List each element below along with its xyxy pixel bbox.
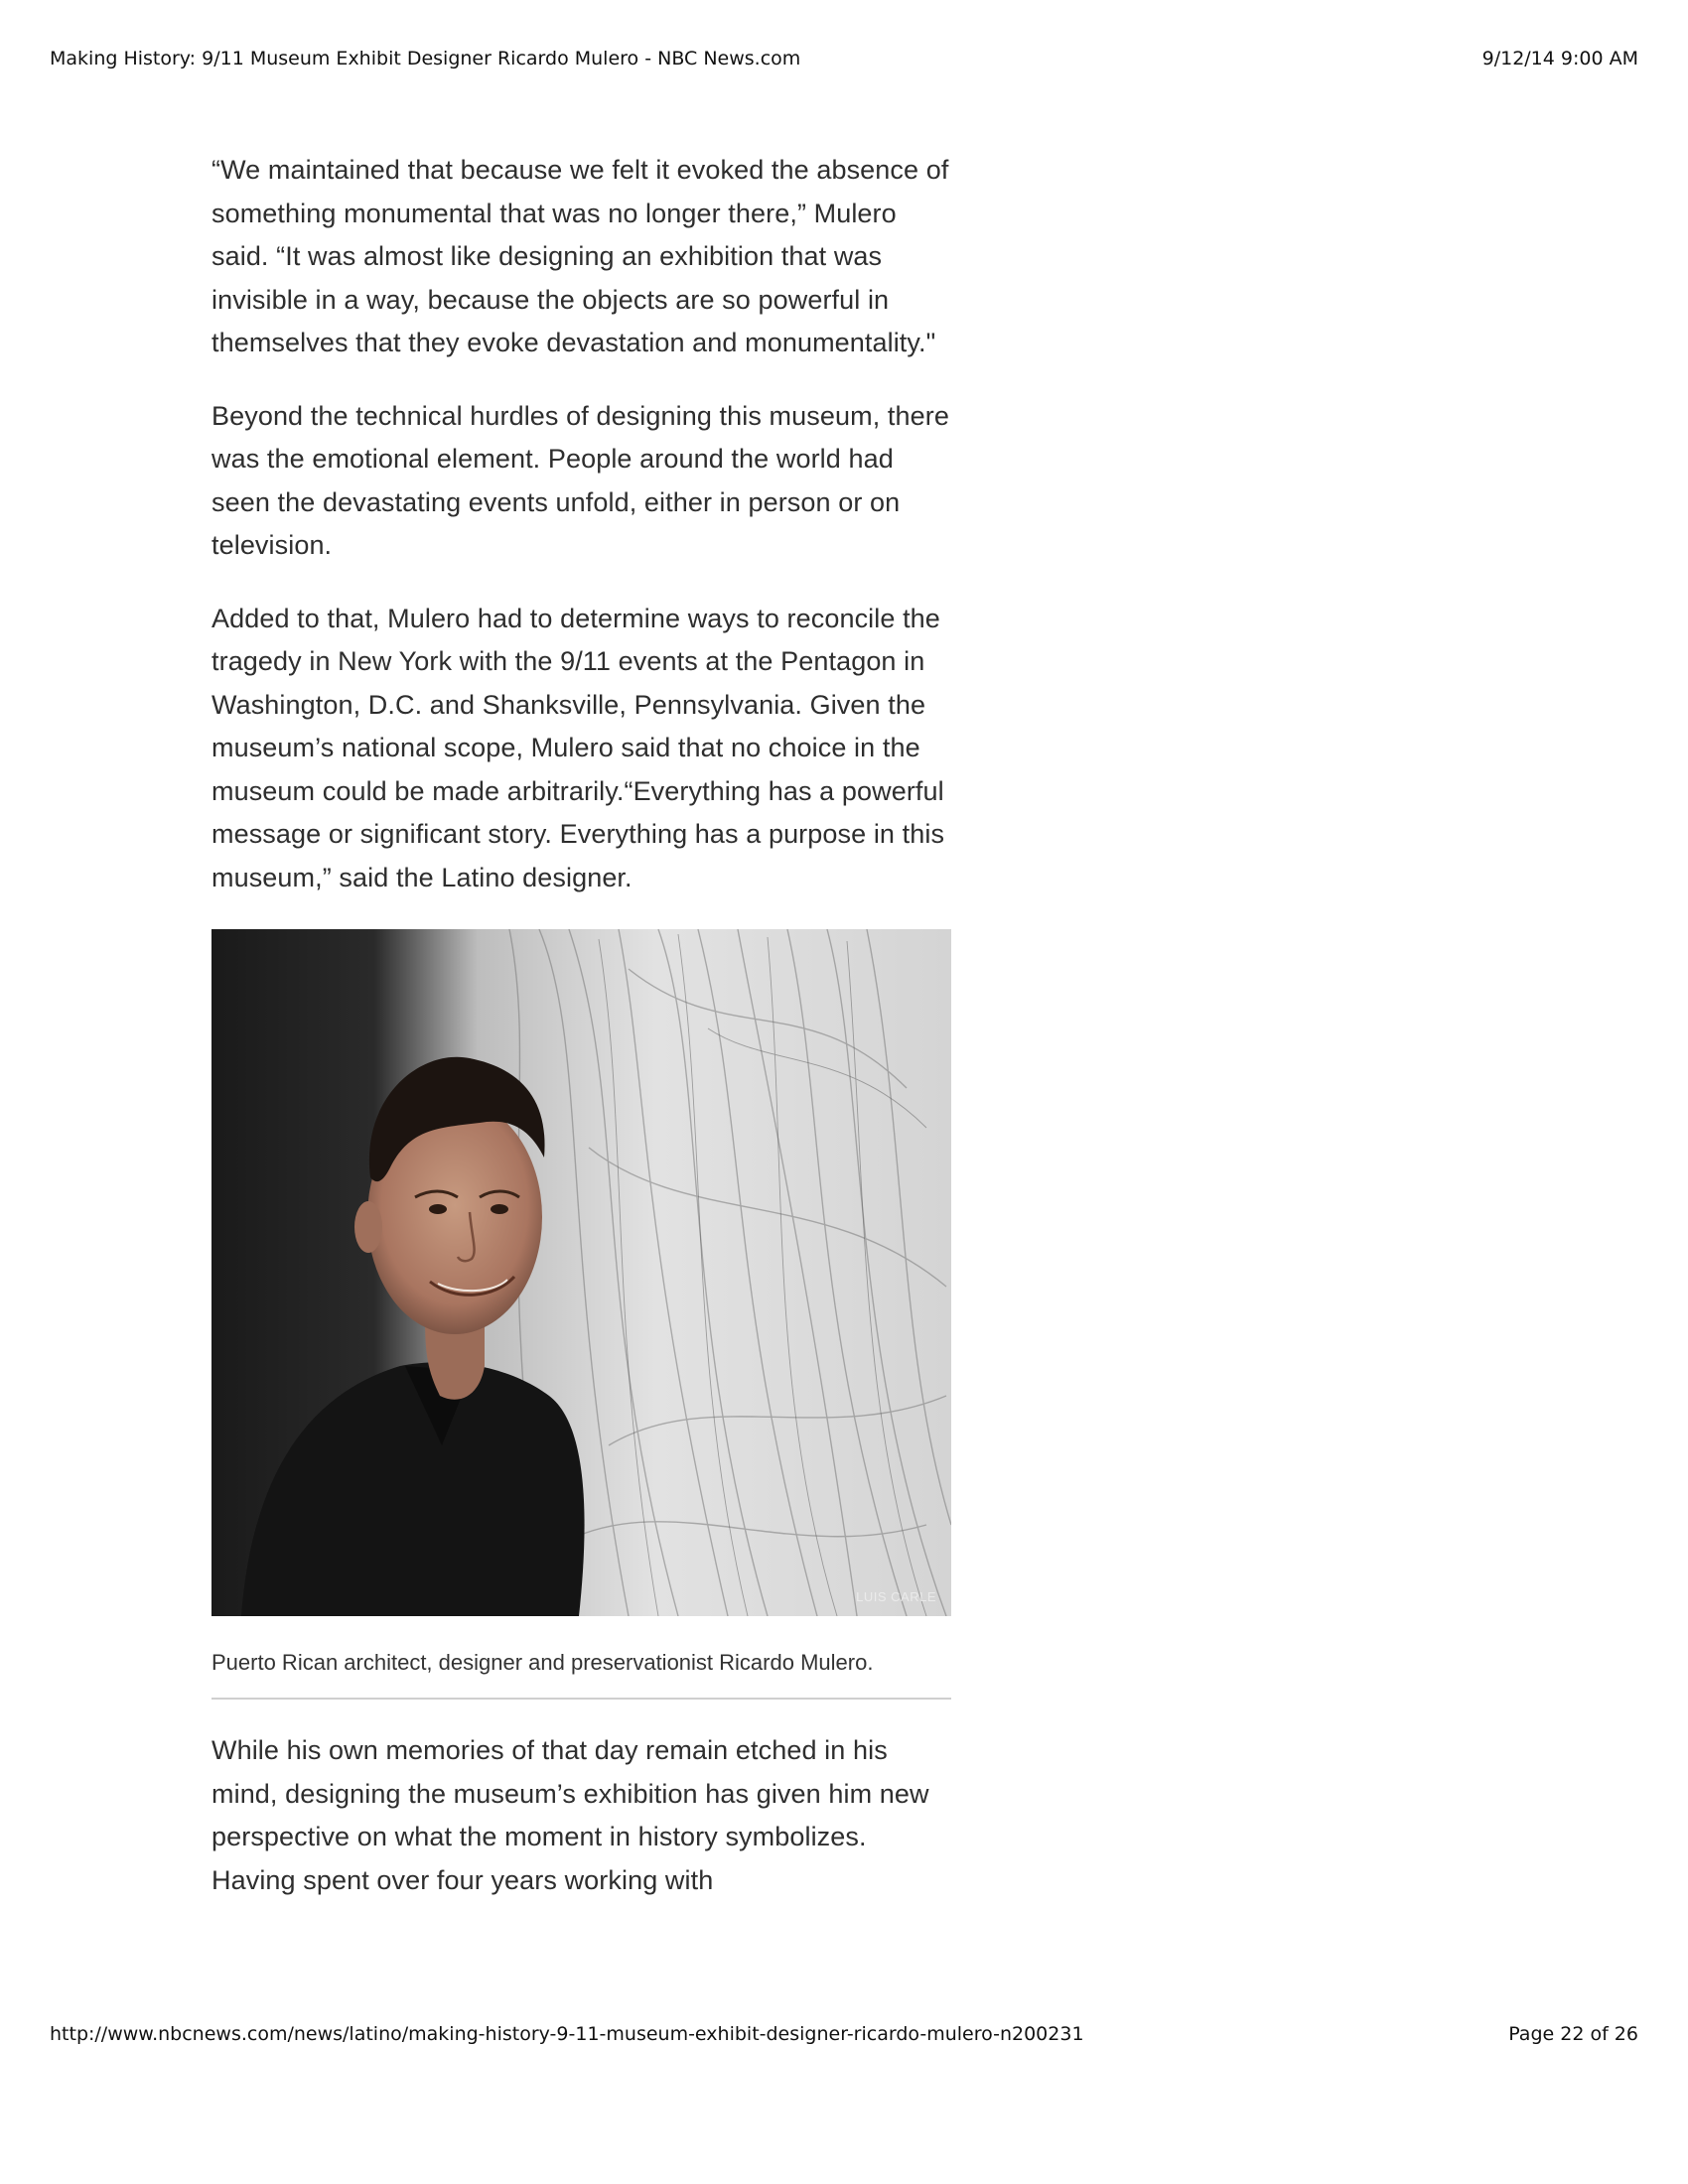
print-footer xyxy=(50,2023,1638,2045)
portrait-photo xyxy=(211,929,951,1616)
article-paragraph: Beyond the technical hurdles of designing this museum, there was the emotional element. People around the world had seen the devastating events unfold, either in person or on television. xyxy=(211,400,949,560)
portrait-illustration xyxy=(211,929,951,1616)
figure-caption: Puerto Rican architect, designer and preservationist Ricardo Mulero. xyxy=(211,1648,951,1700)
article-body xyxy=(211,149,951,1932)
page-title: Making History: 9/11 Museum Exhibit Designer Ricardo Mulero - NBC News.com xyxy=(50,48,801,69)
article-paragraph: “We maintained that because we felt it evoked the absence of something monumental that was no longer there,” Mulero said. “It was almost like designing an exhibition that was invisible in a way, because the objects are so powerful in themselves that they evoke devastation and monumentality." xyxy=(211,155,949,357)
article-paragraph: Added to that, Mulero had to determine ways to reconcile the tragedy in New York with the 9/11 events at the Pentagon in Washington, D.C. and Shanksville, Pennsylvania. Given the museum’s national scope, Mulero said that no choice in the museum could be made arbitrarily.“Everything has a powerful message or significant story. Everything has a purpose in this museum,” said the Latino designer. xyxy=(211,603,945,892)
article-paragraph: While his own memories of that day remain etched in his mind, designing the museum’s exhibition has given him new perspective on what the moment in history symbolizes. Having spent over four years working with xyxy=(211,1735,929,1895)
photo-credit: LUIS CARLE xyxy=(856,1589,936,1604)
print-datetime: 9/12/14 9:00 AM xyxy=(1481,48,1638,69)
page-number: Page 22 of 26 xyxy=(1508,2023,1638,2045)
page-url: http://www.nbcnews.com/news/latino/making-history-9-11-museum-exhibit-designer-ricardo-mulero-n200231 xyxy=(50,2023,1084,2045)
article-figure xyxy=(211,929,951,1700)
print-header xyxy=(50,48,1638,69)
